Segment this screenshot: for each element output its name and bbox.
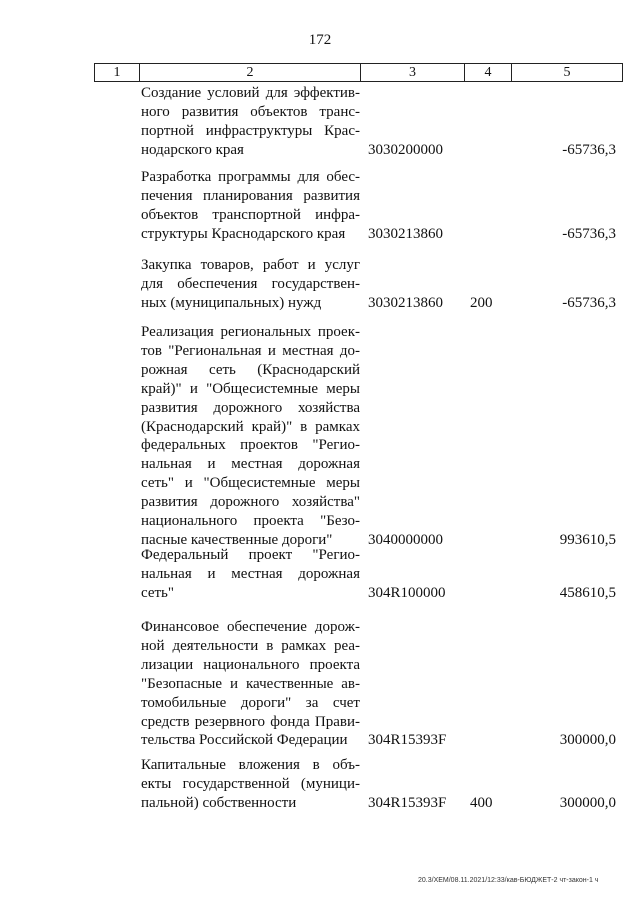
row-name-line: рожная сеть (Краснодарский — [141, 361, 360, 378]
row-name-line: Создание условий для эффектив- — [141, 85, 360, 101]
row-name-line: объектов транспортной инфра- — [141, 206, 360, 223]
row-name-line: Разработка программы для обес- — [141, 169, 360, 185]
header-col-5: 5 — [563, 64, 571, 80]
row-name-line: тельства Российской Федерации — [141, 732, 348, 749]
row-name-line: нальная и местная дорожная — [141, 456, 360, 473]
row-name — [141, 618, 360, 750]
row-expense-type: 200 — [470, 294, 493, 311]
page-number: 172 — [308, 32, 332, 48]
row-name-line: (Краснодарский край)" в рамках — [141, 418, 360, 435]
row-amount: -65736,3 — [562, 225, 616, 242]
row-name-line: Реализация региональных проек- — [141, 324, 360, 340]
row-name-line: печения планирования развития — [141, 187, 360, 204]
row-name-line: развития дорожного хозяйства — [141, 399, 360, 416]
row-amount: 993610,5 — [559, 531, 616, 548]
row-name — [141, 84, 360, 160]
row-name-line: ных (муниципальных) нужд — [141, 294, 322, 311]
row-code: 3030200000 — [368, 141, 443, 158]
row-name-line: лизации национального проекта — [141, 656, 360, 673]
row-name-line: нодарского края — [141, 141, 244, 158]
row-name-line: тов "Региональная и местная до- — [141, 342, 360, 359]
row-name-line: для обеспечения государствен- — [141, 275, 360, 292]
row-name-line: Федеральный проект "Регио- — [141, 547, 360, 563]
row-name-line: средств резервного фонда Прави- — [141, 713, 360, 730]
row-name — [141, 323, 360, 550]
row-name-line: Финансовое обеспечение дорож- — [141, 619, 360, 635]
row-name-line: развития дорожного хозяйства" — [141, 494, 360, 511]
row-name — [141, 256, 360, 313]
row-name-line: пасные качественные дороги" — [141, 531, 333, 548]
row-expense-type: 400 — [470, 794, 493, 811]
row-name-line: ной деятельности в рамках реа- — [141, 637, 360, 654]
row-code: 3040000000 — [368, 531, 443, 548]
row-amount: 458610,5 — [559, 584, 616, 601]
row-name — [141, 756, 360, 813]
row-code: 3030213860 — [368, 294, 443, 311]
header-col-4: 4 — [465, 64, 512, 81]
row-name — [141, 546, 360, 603]
row-amount: 300000,0 — [559, 732, 616, 749]
row-amount: -65736,3 — [562, 294, 616, 311]
row-name-line: национального проекта "Безо- — [141, 513, 360, 530]
row-name-line: томобильные дороги" за счет — [141, 694, 360, 711]
row-name-line: нальная и местная дорожная — [141, 565, 360, 582]
row-name-line: екты государственной (муници- — [141, 775, 360, 792]
header-col-3: 3 — [361, 64, 465, 81]
row-name-line: структуры Краснодарского края — [141, 225, 346, 242]
document-footer-stamp: 20.3/ХЕМ/08.11.2021/12:33/кав-БЮДЖЕТ-2 чт-закон-1 ч — [418, 877, 599, 884]
row-code: 304R15393F — [368, 794, 447, 811]
row-amount: 300000,0 — [559, 794, 616, 811]
row-code: 304R100000 — [368, 584, 446, 601]
row-name-line: "Безопасные и качественные ав- — [141, 675, 360, 692]
row-code: 304R15393F — [368, 732, 447, 749]
row-name-line: ного развития объектов транс- — [141, 103, 360, 120]
row-name-line: пальной) собственности — [141, 794, 297, 811]
row-name-line: край)" и "Общесистемные меры — [141, 380, 360, 397]
header-col-2: 2 — [140, 64, 361, 81]
row-name-line: портной инфраструктуры Крас- — [141, 122, 360, 139]
row-name-line: Закупка товаров, работ и услуг — [141, 257, 360, 273]
row-code: 3030213860 — [368, 225, 443, 242]
header-col-1: 1 — [95, 64, 140, 81]
row-amount: -65736,3 — [562, 141, 616, 158]
row-name-line: сеть" — [141, 584, 175, 601]
row-name-line: сеть" и "Общесистемные меры — [141, 475, 360, 492]
row-name-line: федеральных проектов "Регио- — [141, 437, 360, 454]
table-header — [94, 63, 623, 82]
row-name-line: Капитальные вложения в объ- — [141, 757, 360, 773]
row-name — [141, 168, 360, 244]
